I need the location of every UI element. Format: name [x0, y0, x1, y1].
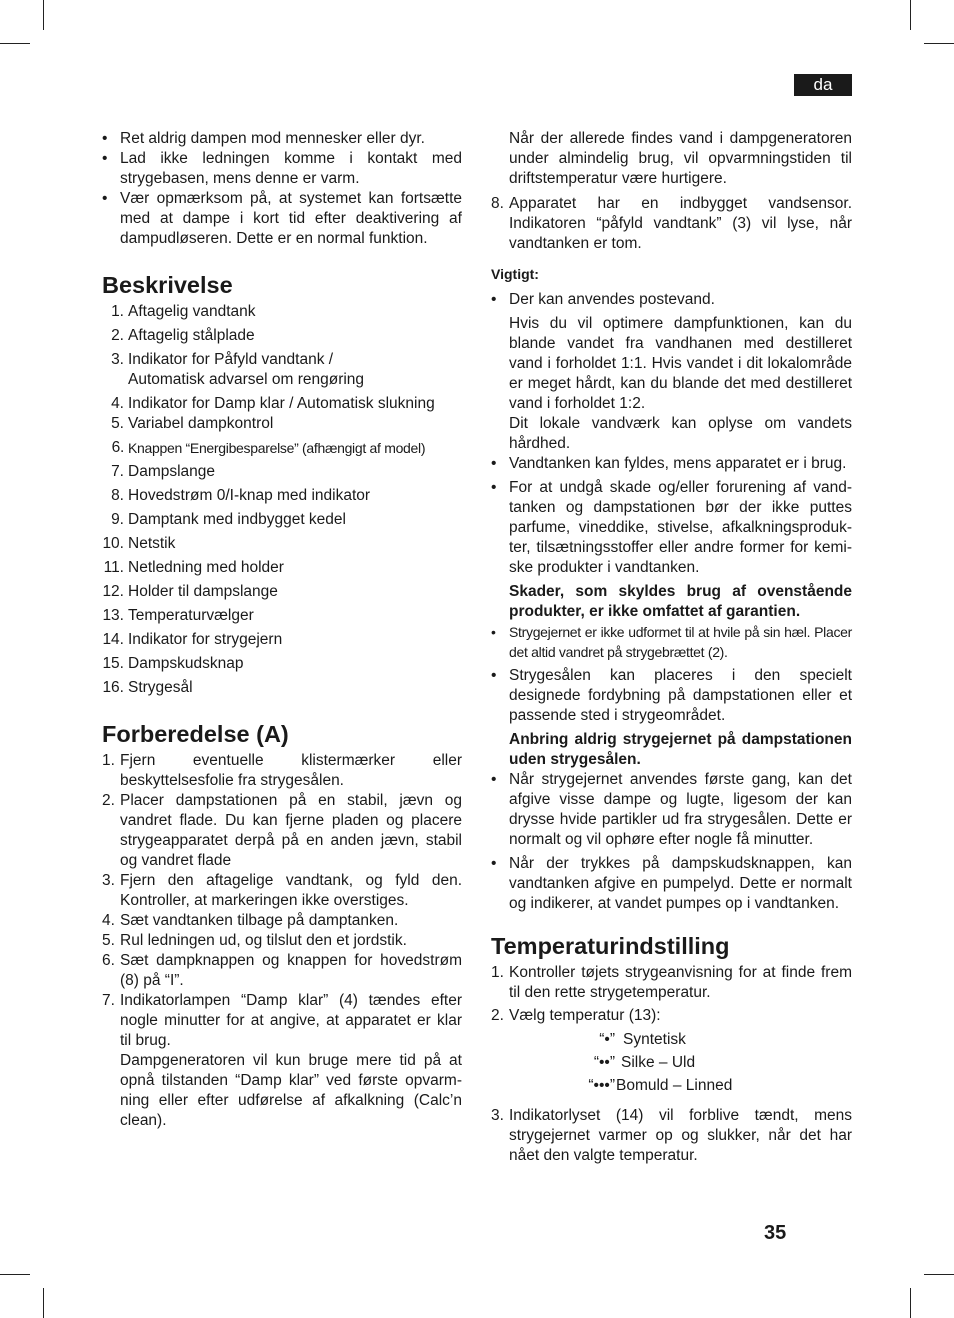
list-item: • Strygesålen kan placeres i den specielt designede fordybning på dampstationen eller et passende sted i strygeområdet. [491, 666, 852, 726]
temperature-setting: “••” Silke – Uld [593, 1054, 696, 1071]
list-item: 9. Damptank med indbygget kedel [111, 511, 346, 528]
crop-mark [43, 0, 44, 30]
list-item: 12. Holder til dampslange [102, 583, 278, 600]
list-item: 1. Aftagelig vandtank [111, 303, 256, 320]
paragraph: Hvis du vil optimere dampfunktionen, kan du blande vandet fra vandhanen med destilleret vand i forholdet 1:1. Hvis vandet i dit lokalområde er meget hårdt, kan du blande det med destilleret vand i forholdet 1:2. [509, 315, 852, 412]
temperature-setting: “•” Syntetisk [599, 1031, 686, 1048]
right-column [491, 129, 852, 1166]
list-item-note: Dampgeneratoren vil kun bruge mere tid på at opnå tilstanden “Damp klar” ved første opvarmning eller efter udførelse af afkalkning (Calc’n clean). [120, 1052, 462, 1129]
list-item: 7. Indikatorlampen “Damp klar” (4) tændes efter nogle minutter for at angive, at apparatet er klar til brug. [102, 992, 462, 1049]
warning-text: Skader, som skyldes brug af ovenstående produkter, er ikke omfattet af garantien. [509, 583, 852, 620]
list-item: • Strygejernet er ikke udformet til at hvile på sin hæl. Placer det altid vandret på strygebrættet (2). [491, 622, 852, 662]
list-item: • For at undgå skade og/eller forurening af vandtanken og dampstationen bør der ikke puttes parfume, vineddike, stivelse, afkalkningsprodukter, tilsætningsstoffer eller andre former for kemiske produkter i vandtanken. [491, 478, 852, 578]
section-heading-temperaturindstilling: Temperaturindstilling [491, 933, 730, 959]
crop-mark [924, 43, 954, 44]
list-item: 15. Dampskudsknap [102, 655, 244, 672]
temperature-setting: “•••”Bomuld – Linned [588, 1077, 733, 1094]
language-tab: da [794, 74, 852, 96]
list-item: 14. Indikator for strygejern [102, 631, 283, 648]
paragraph: Når der allerede findes vand i dampgeneratoren under almindelig brug, vil opvarmningstiden til driftstemperatur være hurtigere. [509, 130, 852, 187]
list-item: 11. Netledning med holder [103, 559, 284, 576]
list-item: 3. Indikator for Påfyld vandtank / [111, 351, 334, 368]
vigtigt-label: Vigtigt: [491, 266, 539, 282]
list-item: 2. Aftagelig stålplade [111, 327, 255, 344]
crop-mark [0, 1274, 30, 1275]
list-item: 4. Indikator for Damp klar / Automatisk slukning [111, 395, 435, 412]
list-item: • Ret aldrig dampen mod mennesker eller dyr. [102, 129, 462, 149]
list-item: 7. Dampslange [111, 463, 216, 480]
list-item: • Lad ikke ledningen komme i kontakt med strygebasen, mens denne er varm. [102, 149, 462, 189]
list-item: 5. Variabel dampkontrol [111, 415, 274, 432]
list-item: 3. Fjern den aftagelige vandtank, og fyld den. Kontroller, at markeringen ikke overstiges. [102, 872, 462, 909]
list-item: 3. Indikatorlyset (14) vil forblive tændt, mens strygejernet varmer op og slukker, når det har nået den valgte temperatur. [491, 1107, 852, 1164]
crop-mark [910, 0, 911, 30]
list-item: • Vandtanken kan fyldes, mens apparatet er i brug. [491, 454, 852, 474]
list-item: 1. Kontroller tøjets strygeanvisning for at finde frem til den rette strygetemperatur. [491, 964, 852, 1001]
list-item: 10. Netstik [102, 535, 176, 552]
paragraph: Dit lokale vandværk kan oplyse om vandets hårdhed. [509, 415, 852, 452]
left-column [102, 129, 462, 1131]
steps-list [102, 751, 462, 1131]
list-item: 16. Strygesål [102, 679, 193, 696]
parts-list [102, 302, 462, 698]
list-item: 2. Placer dampstationen på en stabil, jævn og vandret flade. Du kan fjerne pladen og placere strygeapparatet derpå på en anden jævn, stabil og vandret flade [102, 792, 462, 869]
crop-mark [910, 1288, 911, 1318]
list-item: 8. Hovedstrøm 0/I-knap med indikator [111, 487, 371, 504]
section-heading-beskrivelse: Beskrivelse [102, 272, 233, 298]
warning-text: Anbring aldrig strygejernet på dampstationen uden strygesålen. [509, 731, 852, 768]
temperature-settings [491, 1030, 852, 1099]
list-item: • Når strygejernet anvendes første gang, kan det afgive visse dampe og lugte, ligesom der kan drysse hvide partikler ud fra strygesålen. Dette er normalt og vil ophøre efter nogle få minutter. [491, 770, 852, 850]
section-heading-forberedelse: Forberedelse (A) [102, 721, 289, 747]
list-item: • Når der trykkes på dampskudsknappen, kan vandtanken afgive en pumpelyd. Dette er normalt og indikerer, at vandet pumpes op i vandtanken. [491, 854, 852, 914]
list-item: 5. Rul ledningen ud, og tilslut den et jordstik. [102, 932, 407, 949]
crop-mark [0, 43, 30, 44]
list-item: 8. Apparatet har en indbygget vandsensor. Indikatoren “påfyld vandtank” (3) vil lyse, når vandtanken er tom. [491, 195, 852, 252]
list-item: 1. Fjern eventuelle klistermærker eller beskyttelsesfolie fra strygesålen. [102, 752, 462, 789]
list-item: 4. Sæt vandtanken tilbage på damptanken. [102, 912, 399, 929]
list-item: • Vær opmærksom på, at systemet kan fortsætte med at dampe i kort tid efter deaktivering af dampudløseren. Dette er en normal funktion. [102, 189, 462, 249]
crop-mark [43, 1288, 44, 1318]
list-item: 13. Temperaturvælger [102, 607, 254, 624]
list-item: 2. Vælg temperatur (13): [491, 1007, 661, 1024]
list-item: 6. Sæt dampknappen og knappen for hovedstrøm (8) på “I”. [102, 952, 462, 989]
list-item: Automatisk advarsel om rengøring [128, 371, 365, 388]
crop-mark [924, 1274, 954, 1275]
list-item: • Der kan anvendes postevand. [491, 290, 852, 310]
page-number: 35 [764, 1222, 787, 1244]
list-item: 6. Knappen “Energibesparelse” (afhængigt af model) [111, 439, 426, 456]
